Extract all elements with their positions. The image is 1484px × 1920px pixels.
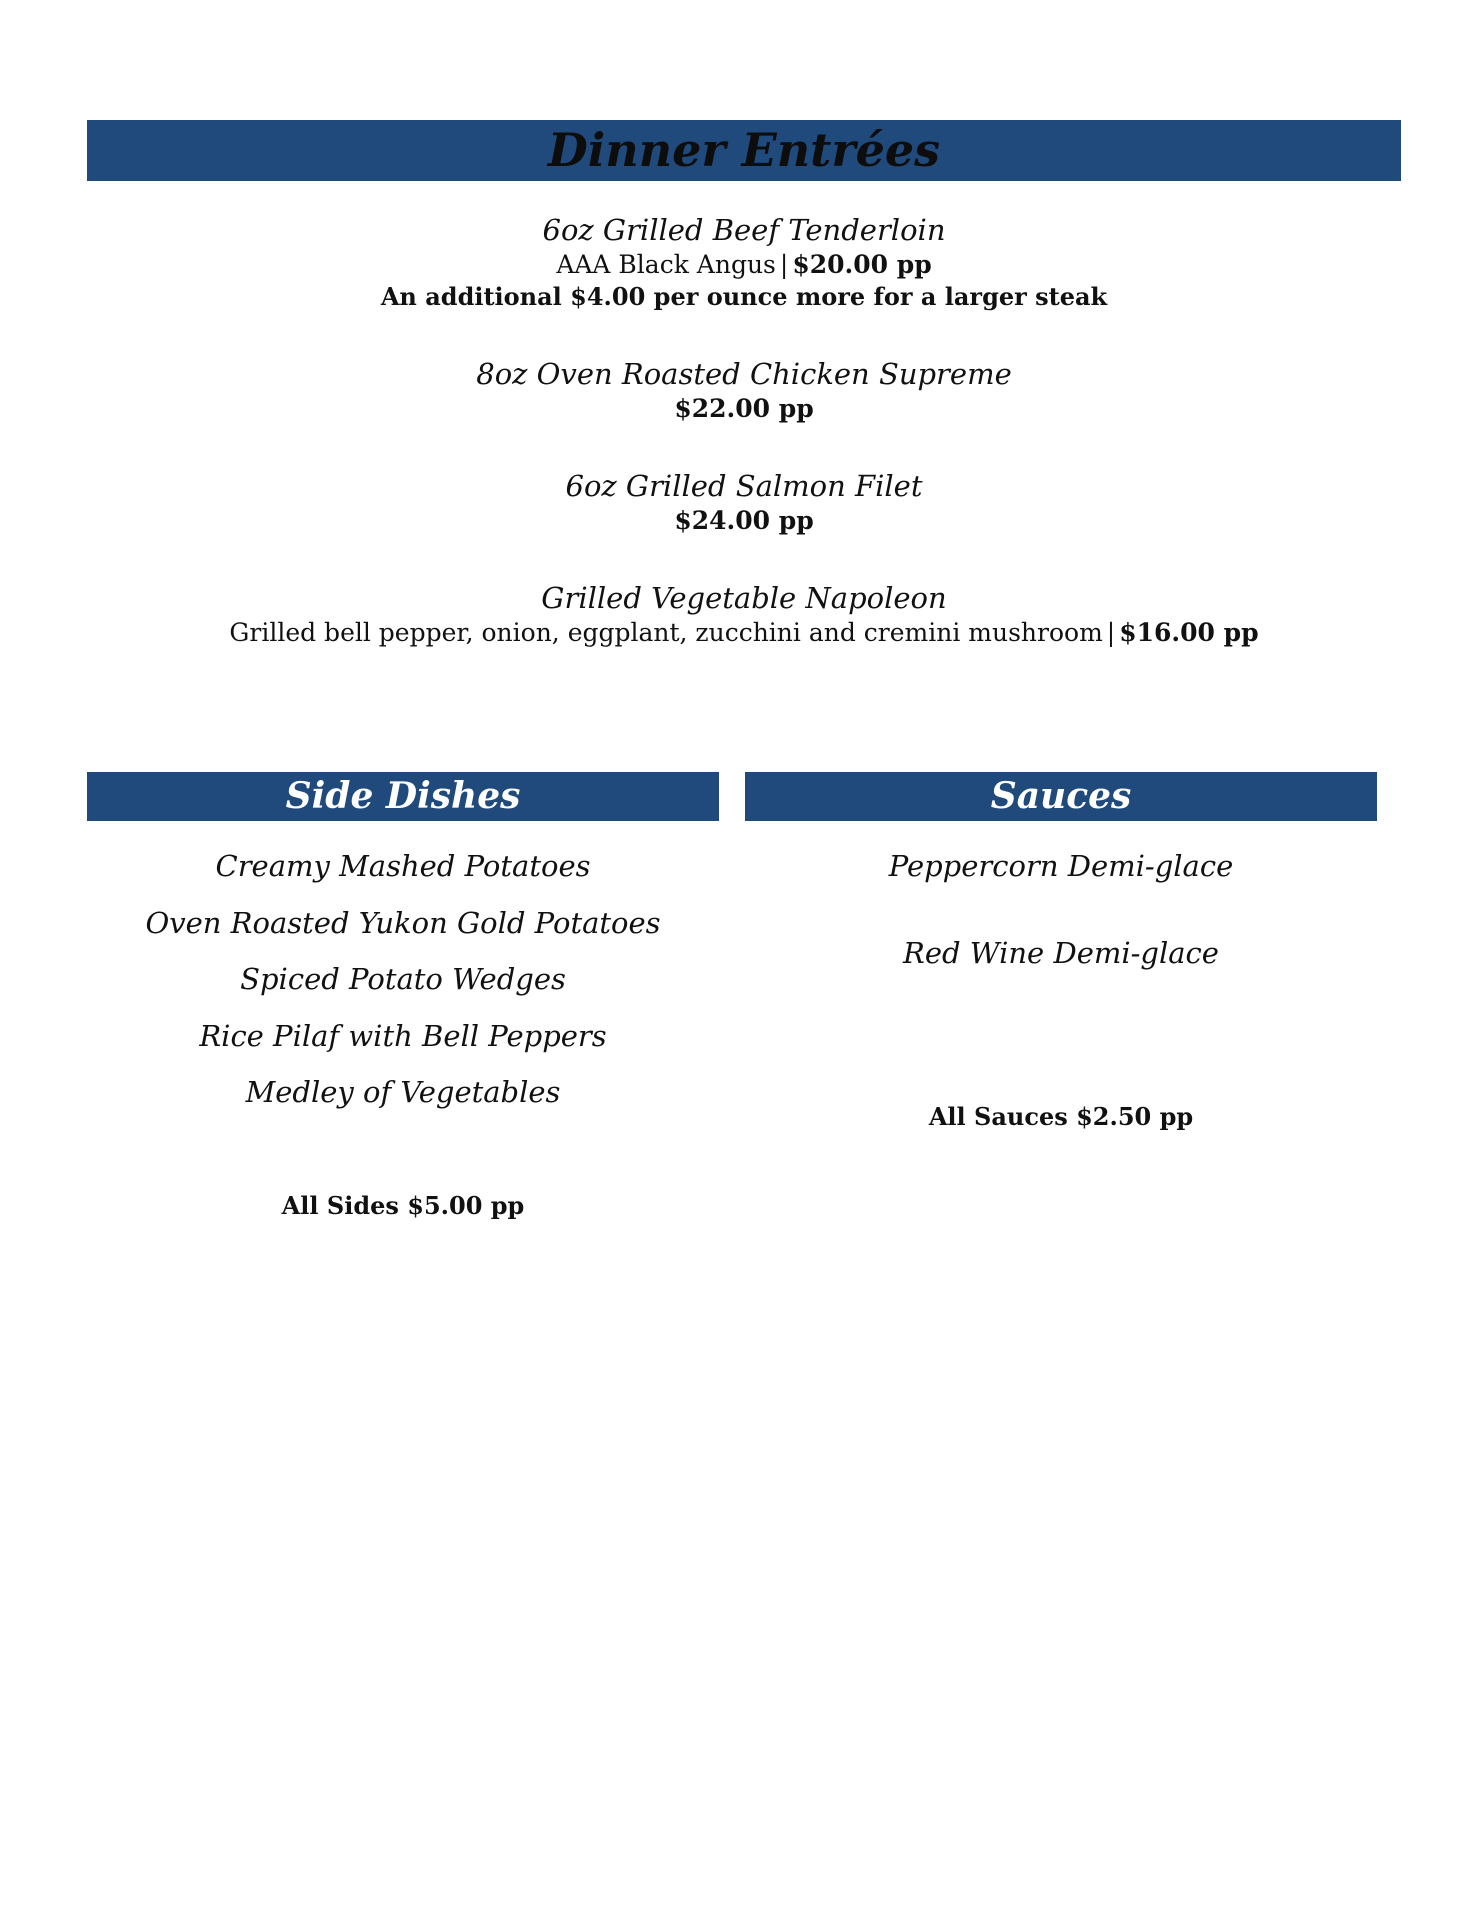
sauces-price: All Sauces $2.50 pp	[928, 1102, 1194, 1131]
entree-price: $24.00 pp	[674, 506, 814, 535]
separator: |	[1106, 618, 1116, 647]
entree-price: $22.00 pp	[674, 394, 814, 423]
side-dish-item: Creamy Mashed Potatoes	[215, 849, 591, 883]
entree-beef-tenderloin	[87, 212, 1401, 313]
sauce-item: Red Wine Demi-glace	[903, 936, 1219, 970]
entree-salmon-filet	[87, 468, 1401, 537]
side-dishes-price: All Sides $5.00 pp	[281, 1191, 525, 1220]
side-dishes-list	[87, 848, 719, 1131]
dinner-entrees-heading: Dinner Entrées	[87, 120, 1401, 181]
entree-chicken-supreme	[87, 356, 1401, 425]
entree-description-line	[87, 616, 1401, 649]
entree-description-line	[87, 248, 1401, 281]
entree-price: $16.00 pp	[1119, 618, 1259, 647]
entree-name: 8oz Oven Roasted Chicken Supreme	[476, 357, 1012, 391]
separator: |	[779, 250, 789, 279]
entree-name: 6oz Grilled Beef Tenderloin	[542, 213, 946, 247]
side-dish-item: Oven Roasted Yukon Gold Potatoes	[145, 905, 661, 940]
sauces-heading: Sauces	[745, 772, 1377, 821]
side-dishes-heading: Side Dishes	[87, 772, 719, 821]
side-dish-item: Medley of Vegetables	[245, 1075, 561, 1109]
entree-description: AAA Black Angus	[556, 250, 776, 279]
entree-description: Grilled bell pepper, onion, eggplant, zucchini and cremini mushroom	[229, 618, 1103, 647]
entree-note: An additional $4.00 per ounce more for a larger steak	[380, 282, 1108, 311]
entree-price: $20.00 pp	[792, 250, 932, 279]
entree-name: Grilled Vegetable Napoleon	[541, 581, 947, 615]
sauce-item: Peppercorn Demi-glace	[888, 849, 1234, 883]
side-dish-item: Spiced Potato Wedges	[240, 962, 566, 996]
entree-vegetable-napoleon	[87, 580, 1401, 649]
sauces-list	[745, 848, 1377, 1022]
entree-name: 6oz Grilled Salmon Filet	[565, 469, 923, 503]
side-dish-item: Rice Pilaf with Bell Peppers	[199, 1018, 607, 1053]
